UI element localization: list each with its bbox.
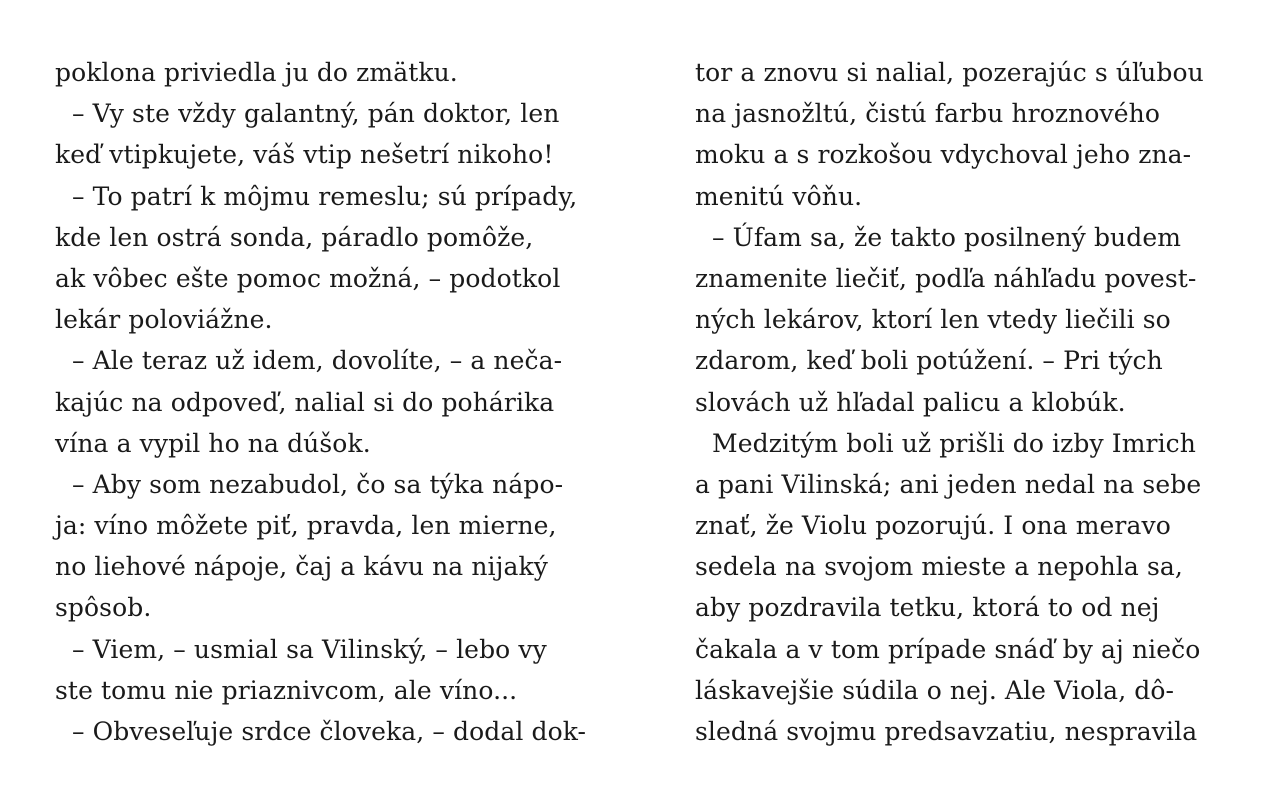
text-line: kajúc na odpoveď, nalial si do pohárika	[55, 387, 555, 417]
left-page-text	[55, 52, 595, 752]
text-line: tor a znovu si nalial, pozerajúc s úľubou	[695, 58, 1204, 87]
text-line: znamenite liečiť, podľa náhľadu povest-	[695, 263, 1197, 293]
text-line: a pani Vilinská; ani jeden nedal na sebe	[695, 469, 1202, 499]
text-line: kde len ostrá sonda, páradlo pomôže,	[55, 222, 534, 252]
text-line: moku a s rozkošou vdychoval jeho zna-	[695, 140, 1192, 170]
text-line: aby pozdravila tetku, ktorá to od nej	[695, 593, 1160, 623]
text-line: láskavejšie súdila o nej. Ale Viola, dô-	[695, 675, 1175, 705]
text-line: sedela na svojom mieste a nepohla sa,	[695, 552, 1183, 582]
text-line: sledná svojmu predsavzatiu, nespravila	[695, 717, 1198, 746]
text-line: na jasnožltú, čistú farbu hroznového	[695, 99, 1160, 129]
text-line: slovách už hľadal palicu a klobúk.	[695, 387, 1126, 417]
text-line: čakala a v tom prípade snáď by aj niečo	[695, 634, 1201, 664]
text-line: zdarom, keď boli potúžení. – Pri tých	[695, 346, 1163, 376]
text-line: znať, že Violu pozorujú. I ona meravo	[695, 511, 1171, 541]
text-line: Medzitým boli už prišli do izby Imrich	[712, 428, 1196, 458]
right-page-text	[695, 52, 1235, 752]
text-line: ak vôbec ešte pomoc možná, – podotkol	[55, 263, 561, 293]
text-line: – Viem, – usmial sa Vilinský, – lebo vy	[72, 634, 547, 664]
text-line: ných lekárov, ktorí len vtedy liečili so	[695, 305, 1171, 335]
text-line: – Ale teraz už idem, dovolíte, – a neča-	[72, 346, 563, 376]
text-line: lekár poloviážne.	[55, 305, 273, 335]
text-line: no liehové nápoje, čaj a kávu na nijaký	[55, 552, 548, 582]
text-line: – Vy ste vždy galantný, pán doktor, len	[72, 99, 560, 129]
text-line: – Úfam sa, že takto posilnený budem	[712, 222, 1182, 252]
text-line: – To patrí k môjmu remeslu; sú prípady,	[72, 181, 578, 211]
text-line: – Obveseľuje srdce človeka, – dodal dok-	[72, 717, 587, 746]
text-line: keď vtipkujete, váš vtip nešetrí nikoho!	[55, 140, 554, 170]
text-line: – Aby som nezabudol, čo sa týka nápo-	[72, 469, 564, 499]
text-line: poklona priviedla ju do zmätku.	[55, 58, 458, 87]
text-line: menitú vôňu.	[695, 181, 863, 211]
text-line: vína a vypil ho na dúšok.	[55, 428, 371, 458]
text-line: spôsob.	[55, 593, 152, 623]
text-line: ja: víno môžete piť, pravda, len mierne,	[55, 511, 557, 541]
text-line: ste tomu nie priaznivcom, ale víno...	[55, 675, 518, 705]
